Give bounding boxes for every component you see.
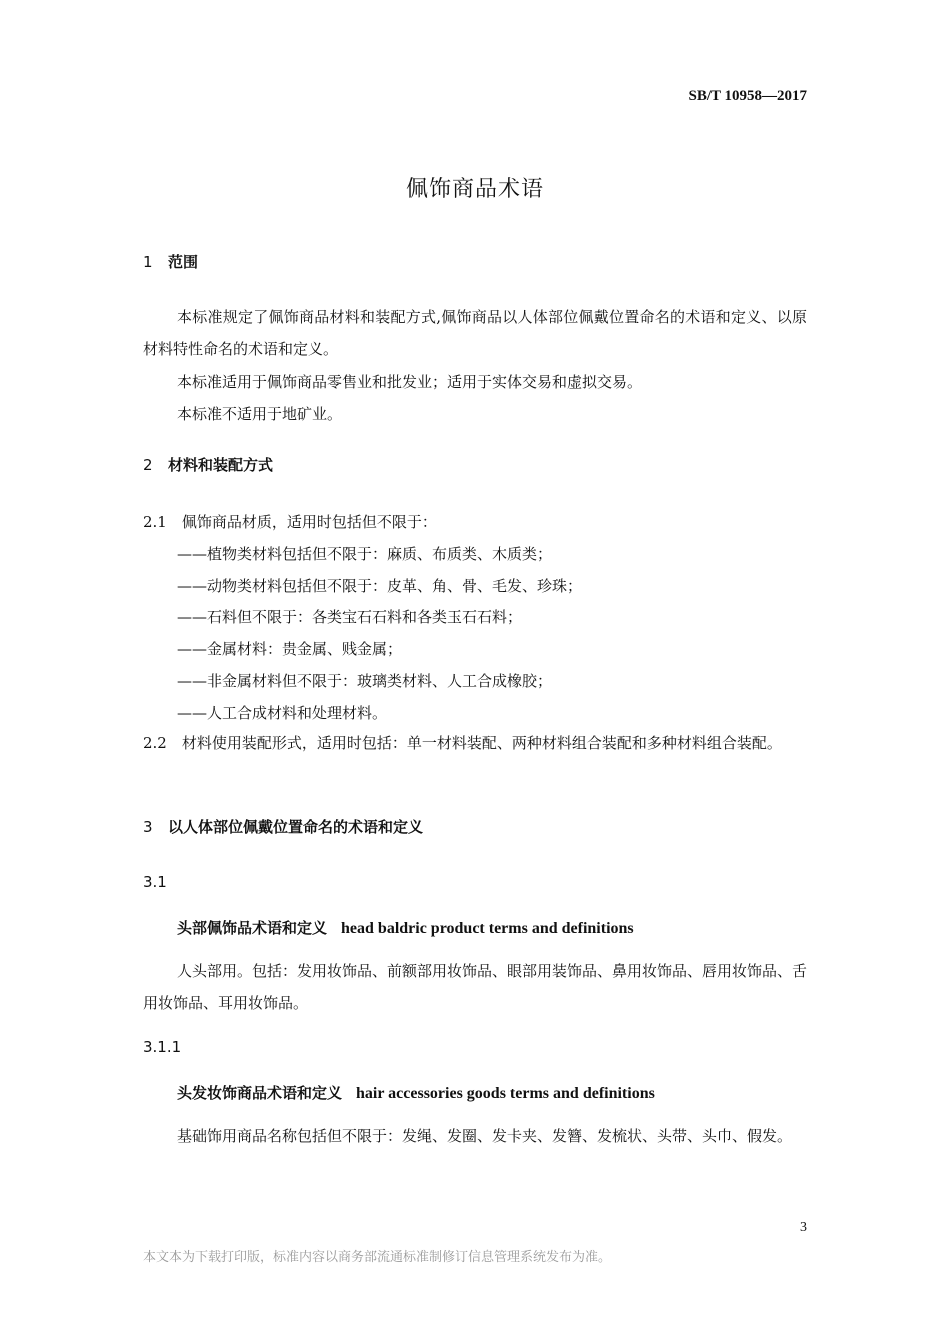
page-number: 3	[800, 1220, 807, 1235]
scope-paragraph-2: 本标准适用于佩饰商品零售业和批发业；适用于实体交易和虚拟交易。	[177, 373, 643, 391]
section-3-heading	[143, 816, 423, 837]
section-3-title: 以人体部位佩戴位置命名的术语和定义	[168, 818, 424, 836]
clause-3-1-number: 3.1	[143, 873, 167, 891]
material-item: ——动物类材料包括但不限于：皮革、角、骨、毛发、珍珠；	[177, 577, 583, 595]
section-2-title: 材料和装配方式	[168, 456, 274, 474]
scope-paragraph-1: 本标准规定了佩饰商品材料和装配方式,佩饰商品以人体部位佩戴位置命名的术语和定义、以原材料特性命名的术语和定义。	[143, 308, 807, 358]
download-disclaimer: 本文本为下载打印版，标准内容以商务部流通标准制修订信息管理系统发布为准。	[143, 1250, 612, 1265]
material-item: ——人工合成材料和处理材料。	[177, 704, 388, 722]
clause-3-1-term	[177, 917, 634, 938]
section-2-heading	[143, 454, 273, 475]
clause-3-1-1-definition: 基础饰用商品名称包括但不限于：发绳、发圈、发卡夹、发簪、发梳状、头带、头巾、假发。	[177, 1127, 793, 1145]
term-chinese: 头发妆饰商品术语和定义	[177, 1084, 343, 1102]
term-english: head baldric product terms and definitions	[341, 920, 634, 937]
section-1-heading	[143, 251, 198, 272]
term-chinese: 头部佩饰品术语和定义	[177, 919, 328, 937]
document-title: 佩饰商品术语	[405, 177, 544, 202]
clause-3-1-1-term	[177, 1082, 655, 1103]
scope-paragraph-3: 本标准不适用于地矿业。	[177, 405, 343, 423]
clause-2-1: 2.1 佩饰商品材质，适用时包括但不限于：	[143, 513, 437, 531]
standard-code: SB/T 10958—2017	[688, 88, 807, 104]
section-2-number: 2	[143, 456, 153, 474]
material-item: ——金属材料：贵金属、贱金属；	[177, 640, 403, 658]
section-1-number: 1	[143, 253, 153, 271]
material-item: ——石料但不限于：各类宝石石料和各类玉石石料；	[177, 608, 523, 626]
clause-2-2: 2.2 材料使用装配形式，适用时包括：单一材料装配、两种材料组合装配和多种材料组合装配。	[143, 734, 782, 752]
section-3-number: 3	[143, 818, 153, 836]
section-1-title: 范围	[168, 253, 199, 271]
term-english: hair accessories goods terms and definitions	[356, 1085, 655, 1102]
material-item: ——植物类材料包括但不限于：麻质、布质类、木质类；	[177, 545, 553, 563]
clause-3-1-1-number: 3.1.1	[143, 1038, 182, 1056]
material-item: ——非金属材料但不限于：玻璃类材料、人工合成橡胶；	[177, 672, 553, 690]
clause-3-1-definition: 人头部用。包括：发用妆饰品、前额部用妆饰品、眼部用装饰品、鼻用妆饰品、唇用妆饰品、舌用妆饰品、耳用妆饰品。	[143, 962, 808, 1012]
